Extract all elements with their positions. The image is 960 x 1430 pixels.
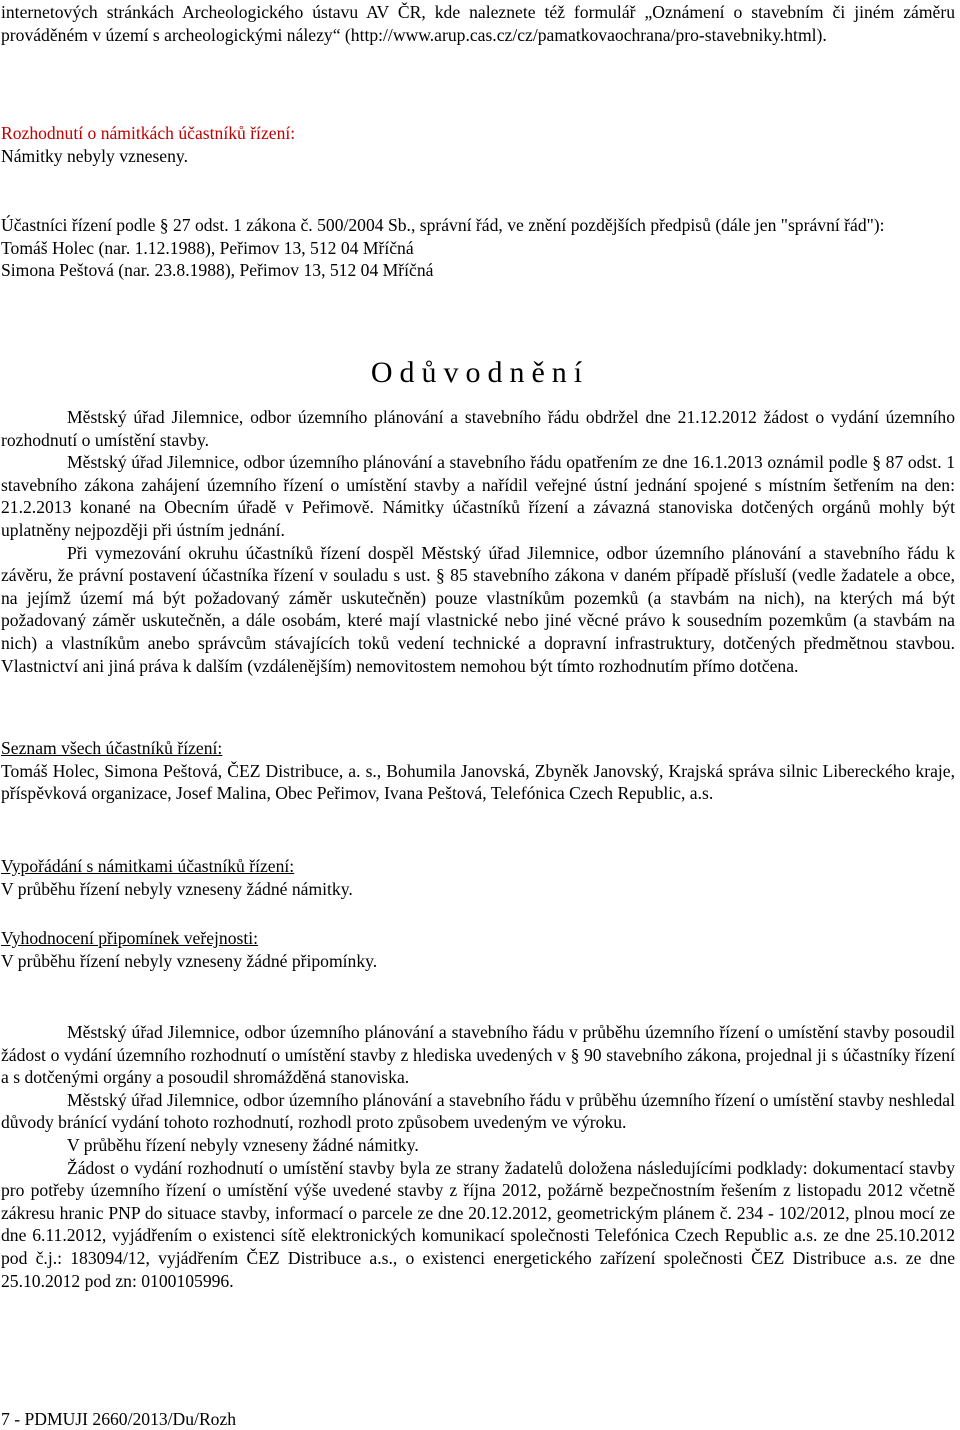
participant-line-1: Tomáš Holec (nar. 1.12.1988), Peřimov 13, 512 04 Mříčná <box>1 237 414 258</box>
public-comments-section <box>1 927 955 972</box>
continuation-paragraph: internetových stránkách Archeologického ústavu AV ČR, kde naleznete též formulář „Oznámení o stavebním či jiném záměru prováděném v území s archeologickými nálezy“ (http://www.arup.cas.cz/cz/pamatkovaochrana/pro-stavebniky.html). <box>1 2 955 45</box>
settlement-heading: Vypořádání s námitkami účastníků řízení: <box>1 856 295 876</box>
participants-heading: Účastníci řízení podle § 27 odst. 1 zákona č. 500/2004 Sb., správní řád, ve znění pozdějších předpisů (dále jen "správní řád"): <box>1 215 885 235</box>
reasoning-title: Odůvodnění <box>370 356 590 389</box>
final-section <box>1 1021 955 1292</box>
public-comments-heading: Vyhodnocení připomínek veřejnosti: <box>1 928 259 948</box>
final-paragraph-2: Městský úřad Jilemnice, odbor územního plánování a stavebního řádu v průběhu územního řízení o umístění stavby neshledal důvody bránící vydání tohoto rozhodnutí, rozhodl proto způsobem uvedeným ve výroku. <box>1 1089 955 1133</box>
objections-heading: Rozhodnutí o námitkách účastníků řízení: <box>1 123 296 143</box>
reasoning-paragraph-3: Při vymezování okruhu účastníků řízení dospěl Městský úřad Jilemnice, odbor územního plánování a stavebního řádu k závěru, že právní postavení účastníka řízení v souladu s ust. § 85 stavebního zákona v daném případě přísluší (vedle žadatele a obce, na jejímž území má být požadovaný záměr uskutečněn) pouze vlastníkům pozemků (a stavbám na nich), na kterých má být požadovaný záměr uskutečněn, a dále osobám, které mají vlastnické nebo jiné věcné právo k sousedním pozemkům (a stavbám na nich) a vlastníkům anebo správcům stávajících toků vedení technické a dopravní infrastruktury, dotčených předmětnou stavbou. Vlastnictví ani jiná práva k dalším (vzdálenějším) nemovitostem nemohou být tímto rozhodnutím přímo dotčena. <box>1 542 955 676</box>
participants-section <box>1 214 955 282</box>
reasoning-paragraph-2: Městský úřad Jilemnice, odbor územního plánování a stavebního řádu opatřením ze dne 16.1.2013 oznámil podle § 87 odst. 1 stavebního zákona zahájení územního řízení o umístění stavby a nařídil veřejné ústní jednání spojené s místním šetřením na den: 21.2.2013 konané na Obecním úřadě v Peřimově. Námitky účastníků řízení a závazná stanoviska dotčených orgánů mohly být uplatněny nejpozději při ústním jednání. <box>1 452 955 540</box>
objections-text: Námitky nebyly vzneseny. <box>1 145 188 166</box>
settlement-text: V průběhu řízení nebyly vzneseny žádné námitky. <box>1 878 353 899</box>
final-paragraph-1: Městský úřad Jilemnice, odbor územního plánování a stavebního řádu v průběhu územního řízení o umístění stavby posoudil žádost o vydání územního rozhodnutí o umístění stavby z hlediska uvedených v § 90 stavebního zákona, projednal ji s účastníky řízení a s dotčenými orgány a posoudil shromážděná stanoviska. <box>1 1022 955 1088</box>
participant-list-section <box>1 737 955 805</box>
final-paragraph-4: Žádost o vydání rozhodnutí o umístění stavby byla ze strany žadatelů doložena následujícími podklady: dokumentací stavby pro potřeby územního řízení o umístění výše uvedené stavby z října 2012, požárně bezpečnostním řešením z listopadu 2012 včetně zákresu hranic PNP do situace stavby, informací o parcele ze dne 20.12.2012, geometrickým plánem č. 234 - 102/2012, plnou mocí ze dne 6.11.2012, vyjádřením o existenci sítě elektronických komunikací společnosti Telefónica Czech Republic a.s. ze dne 25.10.2012 pod č.j.: 183094/12, vyjádřením ČEZ Distribuce a.s., o existenci energetického zařízení společnosti ČEZ Distribuce a.s. ze dne 25.10.2012 pod zn: 0100105996. <box>1 1157 955 1291</box>
reasoning-paragraph-1: Městský úřad Jilemnice, odbor územního plánování a stavebního řádu obdržel dne 21.12.2012 žádost o vydání územního rozhodnutí o umístění stavby. <box>1 407 955 450</box>
objections-section <box>1 122 955 167</box>
participant-line-2: Simona Peštová (nar. 23.8.1988), Peřimov 13, 512 04 Mříčná <box>1 260 434 281</box>
settlement-section <box>1 855 955 900</box>
continuation-block <box>1 1 955 46</box>
public-comments-text: V průběhu řízení nebyly vzneseny žádné připomínky. <box>1 950 378 971</box>
reasoning-section <box>1 406 955 677</box>
page-footer: 7 - PDMUJI 2660/2013/Du/Rozh <box>1 1409 237 1429</box>
participant-list-text: Tomáš Holec, Simona Peštová, ČEZ Distribuce, a. s., Bohumila Janovská, Zbyněk Janovský, Krajská správa silnic Libereckého kraje, příspěvková organizace, Josef Malina, Obec Peřimov, Ivana Peštová, Telefónica Czech Republic, a.s. <box>1 760 955 804</box>
final-paragraph-3: V průběhu řízení nebyly vzneseny žádné námitky. <box>67 1134 419 1155</box>
participant-list-heading: Seznam všech účastníků řízení: <box>1 738 223 758</box>
